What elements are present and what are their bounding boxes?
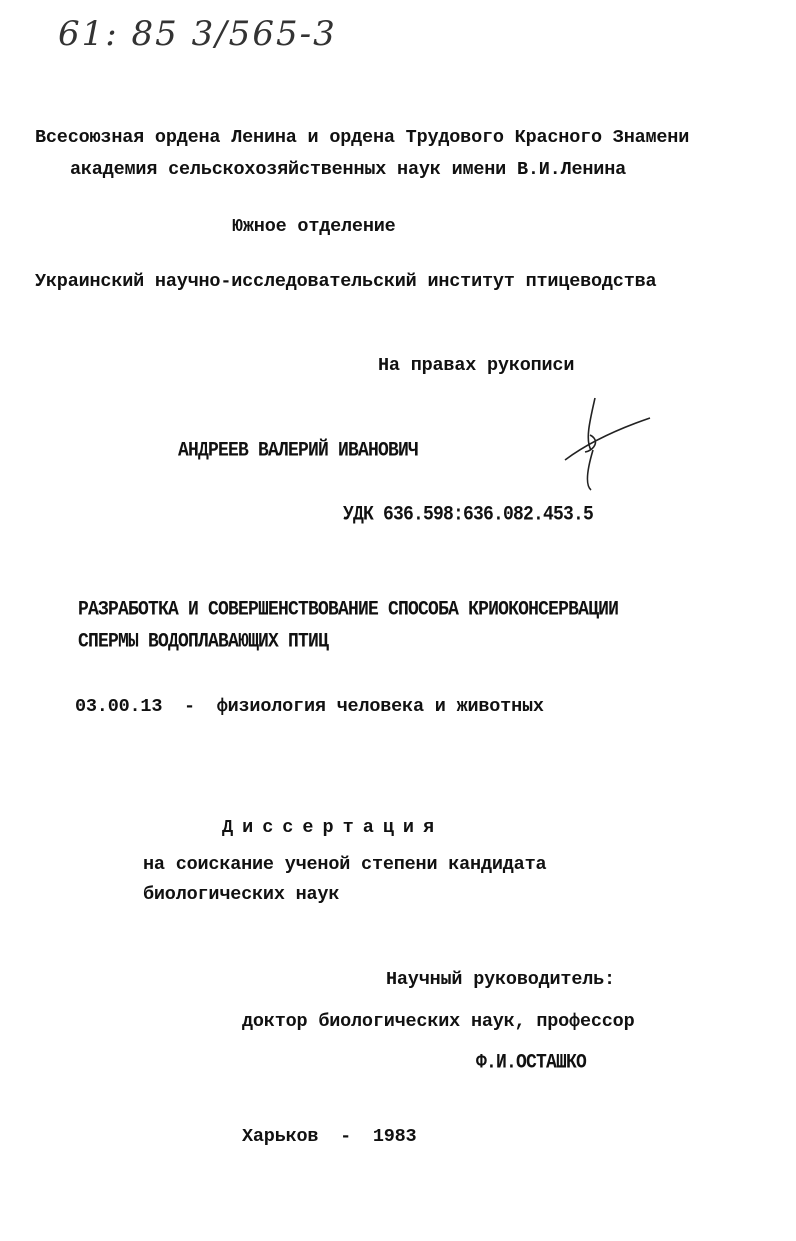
udk-code: УДК 636.598:636.082.453.5 — [343, 503, 594, 527]
dissertation-line-1: на соискание ученой степени кандидата — [143, 854, 547, 875]
archive-handwritten-mark: 61: 85 3/565-3 — [58, 14, 337, 54]
branch-name: Южное отделение — [232, 216, 396, 237]
dissertation-heading: Диссертация — [222, 817, 444, 838]
academy-line-1: Всесоюзная ордена Ленина и ордена Трудового Красного Знамени — [35, 127, 690, 148]
author-name: АНДРЕЕВ ВАЛЕРИЙ ИВАНОВИЧ — [178, 439, 419, 463]
supervisor-label: Научный руководитель: — [386, 969, 615, 990]
supervisor-degree: доктор биологических наук, профессор — [242, 1011, 635, 1032]
manuscript-rights: На правах рукописи — [378, 355, 575, 376]
title-line-2: СПЕРМЫ ВОДОПЛАВАЮЩИХ ПТИЦ — [78, 630, 329, 654]
supervisor-name: Ф.И.ОСТАШКО — [476, 1051, 587, 1075]
signature — [555, 390, 665, 500]
place-year: Харьков - 1983 — [242, 1126, 417, 1147]
title-line-1: РАЗРАБОТКА И СОВЕРШЕНСТВОВАНИЕ СПОСОБА КРИОКОНСЕРВАЦИИ — [78, 598, 619, 622]
institute-name: Украинский научно-исследовательский институт птицеводства — [35, 271, 657, 292]
academy-line-2: академия сельскохозяйственных наук имени В.И.Ленина — [70, 159, 626, 180]
specialty: 03.00.13 - физиология человека и животных — [75, 696, 544, 717]
dissertation-line-2: биологических наук — [143, 884, 340, 905]
